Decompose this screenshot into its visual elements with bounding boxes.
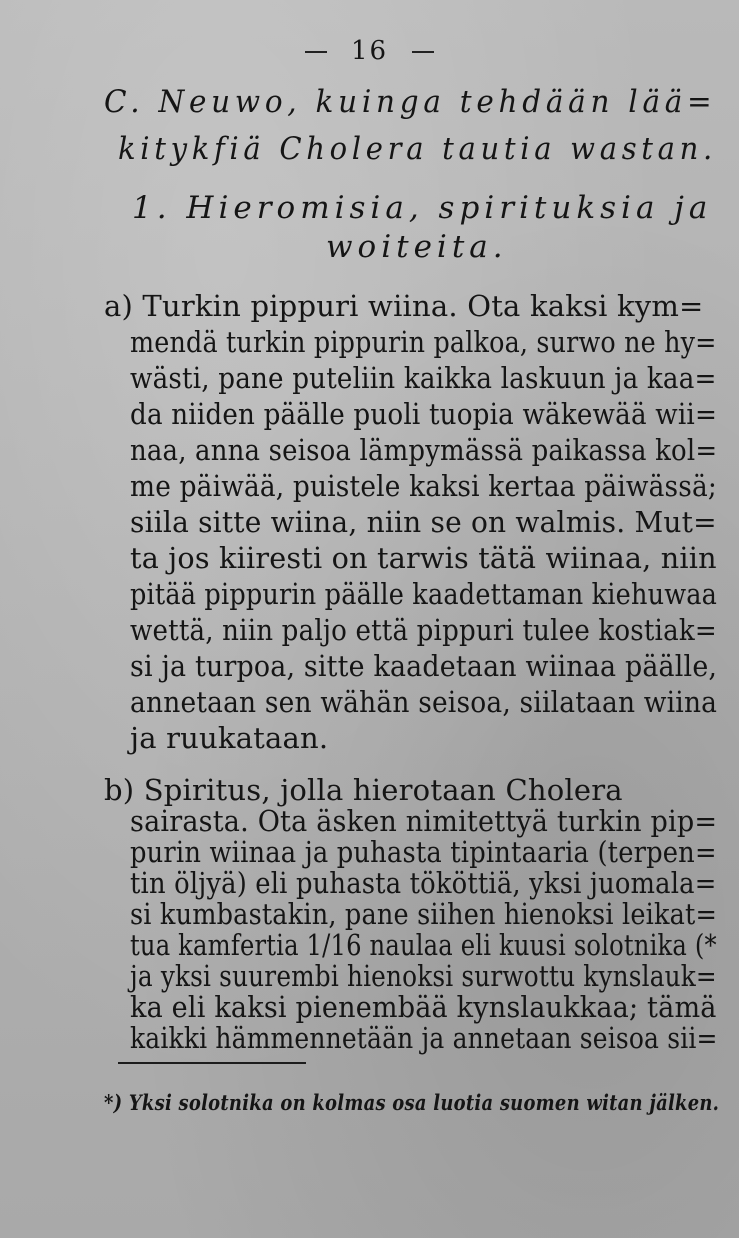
page-number-right-dash: [412, 51, 434, 53]
section-a-line-12: annetaan sen wähän seisoa, siilataan wiina: [130, 685, 718, 719]
heading-line-3: 1. Hieromisia, spirituksia ja: [132, 190, 713, 226]
section-b-line-2: sairasta. Ota äsken nimitettyä turkin pip=: [130, 804, 718, 838]
section-a-line-7: siila sitte wiina, niin se on walmis. Mut=: [130, 505, 717, 539]
section-a-line-10: wettä, niin paljo että pippuri tulee kostiak=: [130, 613, 717, 647]
section-a-line-13: ja ruukataan.: [130, 721, 329, 755]
section-b-line-1: b) Spiritus, jolla hierotaan Cholera: [104, 773, 623, 807]
section-b-line-9: kaikki hämmennetään ja annetaan seisoa sii=: [130, 1021, 718, 1055]
section-a-line-4: da niiden päälle puoli tuopia wäkewää wii=: [130, 397, 718, 431]
footnote: *) Yksi solotnika on kolmas osa luotia suomen witan jälken.: [104, 1090, 720, 1115]
section-a-line-9: pitää pippurin päälle kaadettaman kiehuwaa: [130, 577, 718, 611]
section-a-line-2: mendä turkin pippurin palkoa, surwo ne hy=: [130, 325, 717, 359]
section-b-line-6: tua kamfertia 1/16 naulaa eli kuusi solotnika (*: [130, 928, 717, 962]
section-a-line-3: wästi, pane puteliin kaikka laskuun ja kaa=: [130, 361, 717, 395]
footnote-divider: [118, 1062, 306, 1064]
heading-line-1: C. Neuwo, kuinga tehdään lää=: [104, 84, 717, 120]
section-b-line-5: si kumbastakin, pane siihen hienoksi leikat=: [130, 897, 718, 931]
heading-line-2: kitykfiä Cholera tautia wastan.: [118, 131, 717, 167]
section-a-line-8: ta jos kiiresti on tarwis tätä wiinaa, niin: [130, 541, 717, 575]
page-number: [0, 36, 739, 66]
section-b-line-7: ja yksi suurembi hienoksi surwottu kynslauk=: [130, 959, 717, 993]
section-b-line-3: purin wiinaa ja puhasta tipintaaria (terpen=: [130, 835, 717, 869]
page-number-left-dash: [305, 51, 327, 53]
section-b-line-8: ka eli kaksi pienembää kynslaukkaa; tämä: [130, 990, 717, 1024]
section-b-line-4: tin öljyä) eli puhasta tököttiä, yksi juomala=: [130, 866, 717, 900]
section-a-line-6: me päiwää, puistele kaksi kertaa päiwässä;: [130, 469, 717, 503]
section-a-line-1: a) Turkin pippuri wiina. Ota kaksi kym=: [104, 289, 704, 323]
page-number-text: 16: [350, 36, 389, 66]
heading-line-4: woiteita.: [326, 229, 508, 265]
section-a-line-11: si ja turpoa, sitte kaadetaan wiinaa päälle,: [130, 649, 718, 683]
section-a-line-5: naa, anna seisoa lämpymässä paikassa kol=: [130, 433, 718, 467]
